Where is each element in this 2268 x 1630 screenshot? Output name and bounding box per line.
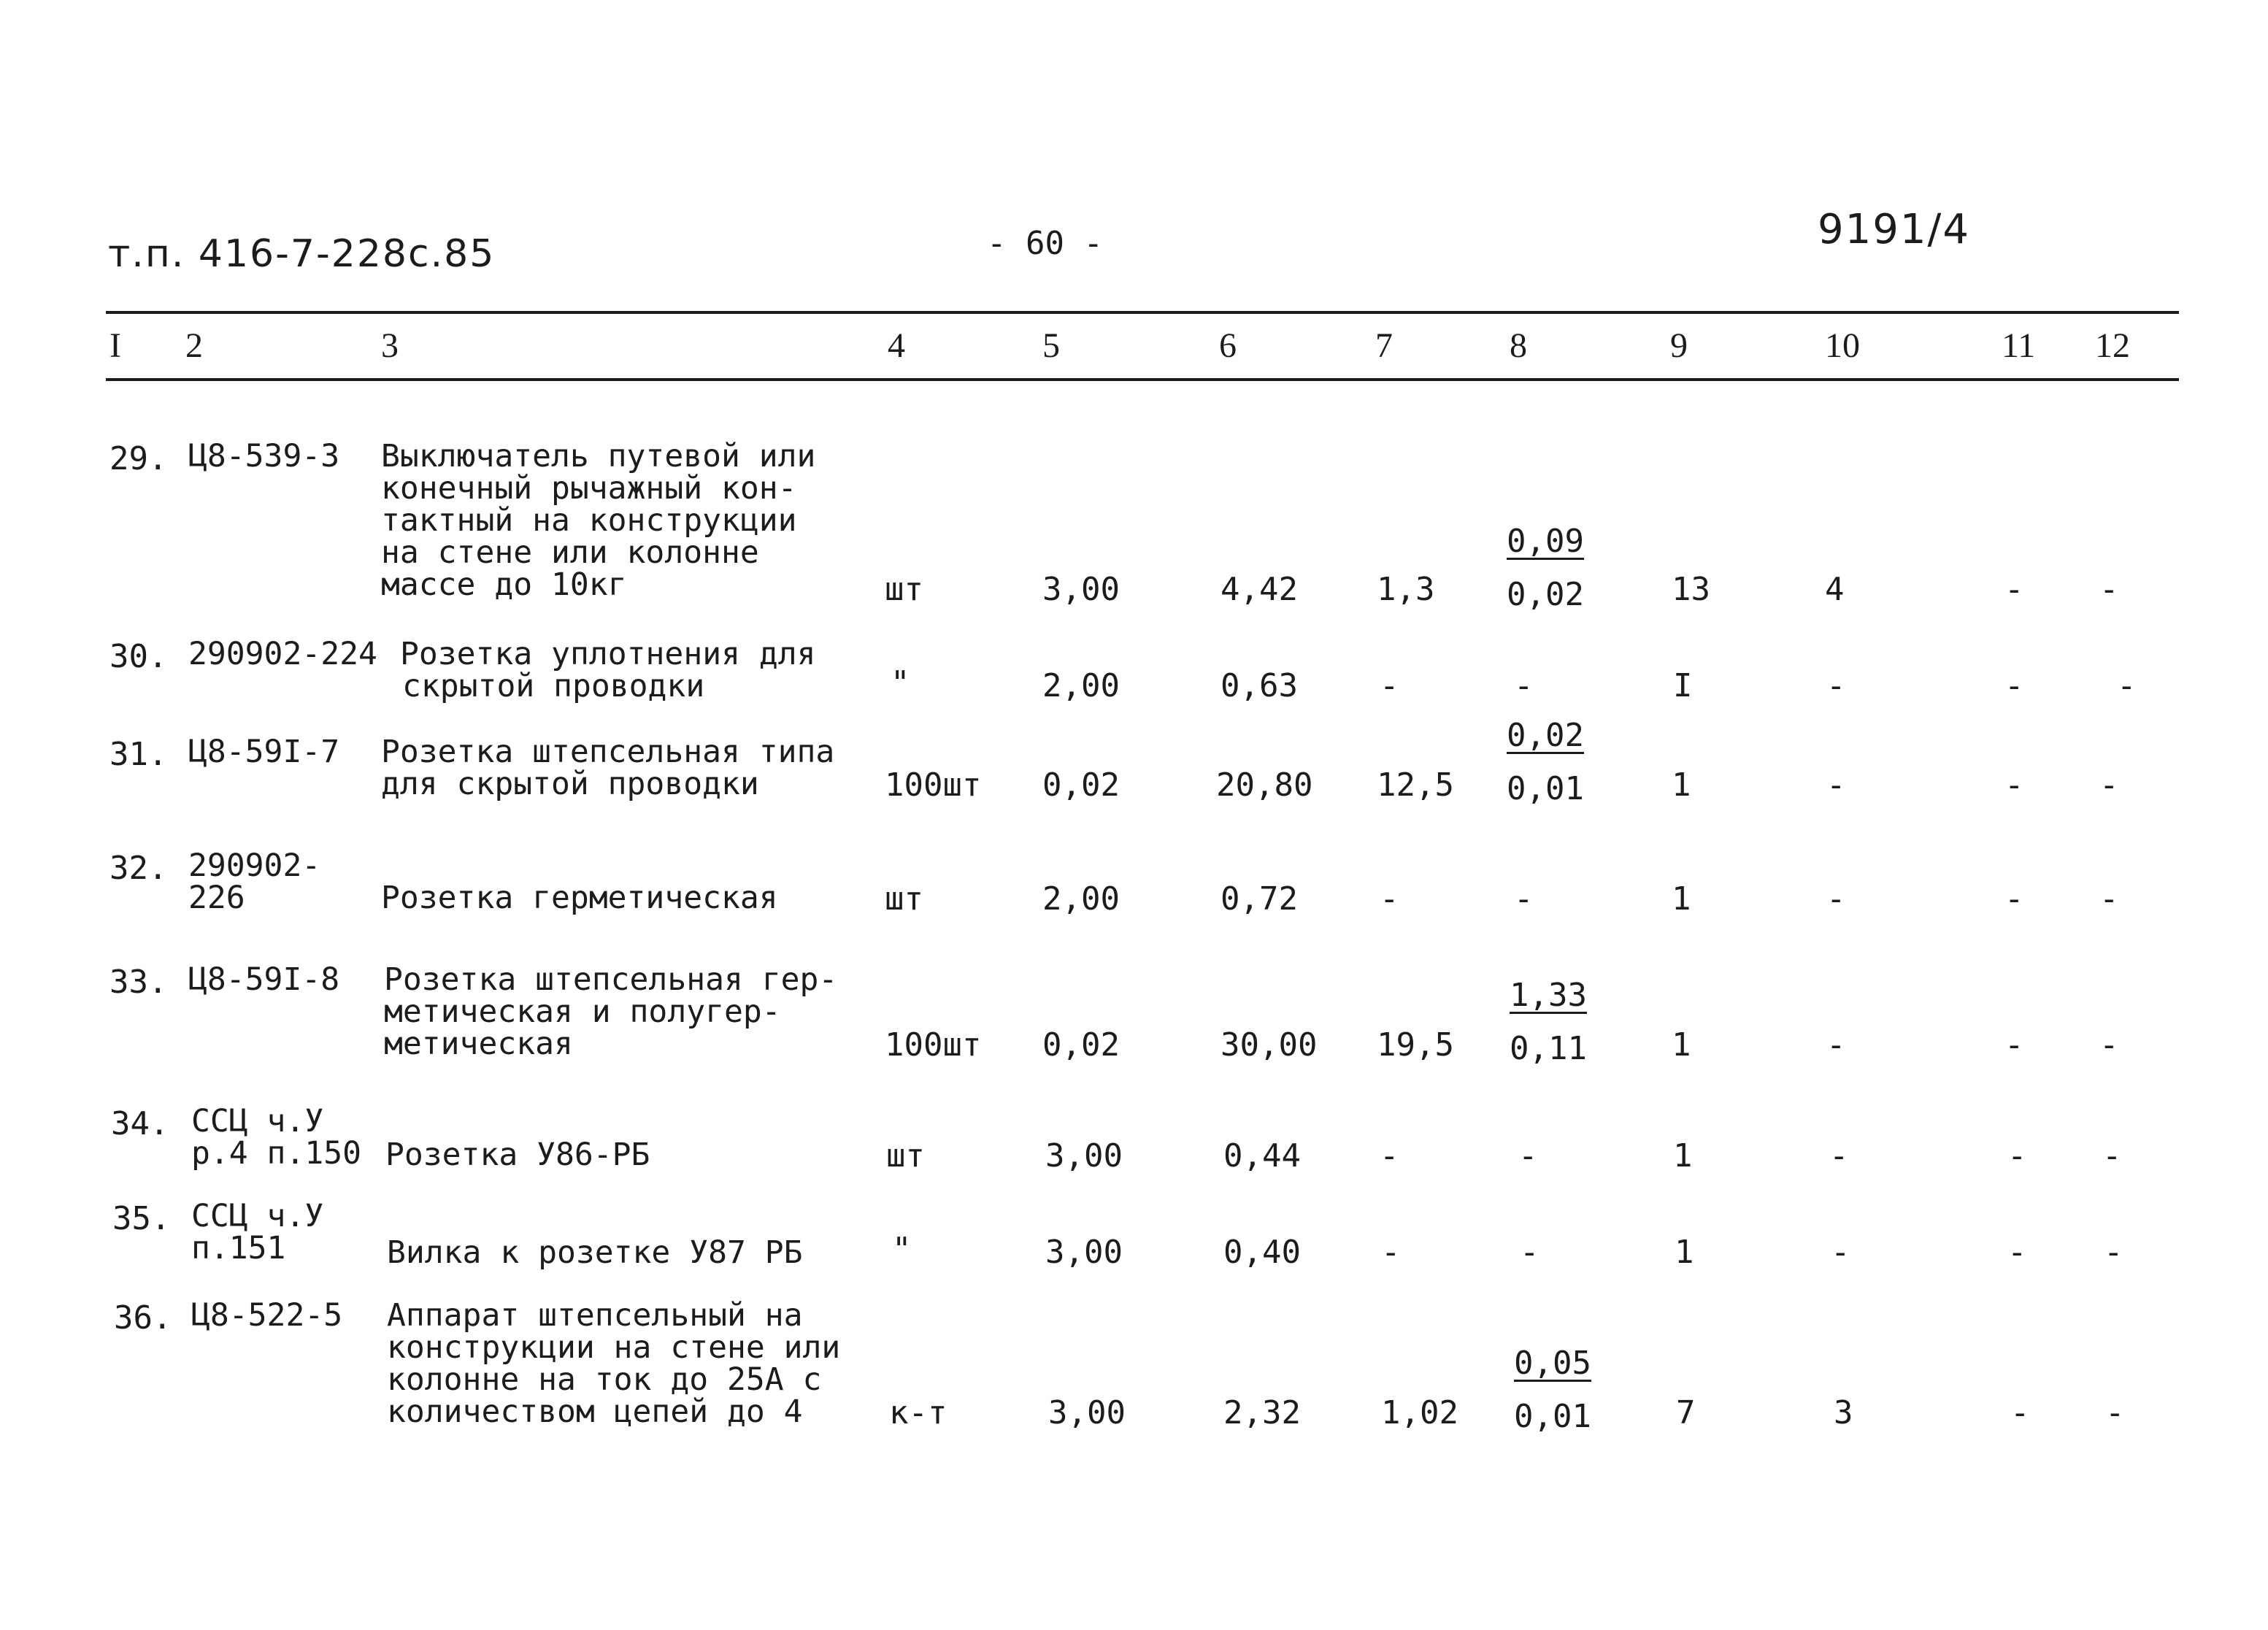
name-line: конечный рычажный кон-: [381, 470, 797, 507]
col8-numerator: 0,02: [1507, 717, 1584, 754]
col8-value: 0,02: [1507, 576, 1584, 613]
row-col8: [1514, 1345, 1591, 1435]
row-name: [381, 882, 778, 914]
name-line: Аппарат штепсельный на: [387, 1297, 803, 1334]
name-line: метическая: [384, 1026, 573, 1062]
row-col5: 2,00: [1042, 667, 1120, 704]
code-line: Ц8-59I-8: [188, 961, 340, 998]
col8-numerator: 0,05: [1514, 1345, 1591, 1382]
row-col11: -: [2007, 1137, 2027, 1175]
row-col9: 13: [1672, 571, 1710, 608]
row-unit: 100шт: [885, 1026, 982, 1064]
row-col6: 0,72: [1221, 880, 1298, 918]
row-col11: -: [2004, 667, 2024, 704]
code-line: 226: [188, 880, 245, 916]
col-header-8: 8: [1510, 326, 1527, 365]
code-line: 290902-: [188, 847, 321, 884]
row-code: [188, 440, 339, 472]
col-header-10: 10: [1825, 326, 1860, 365]
name-line: Выключатель путевой или: [381, 438, 816, 474]
row-col12: -: [2104, 1234, 2123, 1271]
row-col5: 2,00: [1042, 880, 1120, 918]
row-unit: 100шт: [885, 766, 982, 804]
row-name: [387, 1299, 840, 1428]
row-number: 34.: [111, 1105, 169, 1142]
row-col7: -: [1380, 667, 1399, 704]
name-line: для скрытой проводки: [381, 766, 759, 802]
col-header-5: 5: [1042, 326, 1060, 365]
row-col8: -: [1514, 667, 1534, 704]
row-number: 33.: [109, 964, 168, 1001]
row-unit: ": [891, 664, 910, 701]
row-col11: -: [2004, 880, 2024, 918]
col-header-2: 2: [185, 326, 203, 365]
code-line: ССЦ ч.У: [191, 1103, 324, 1139]
row-col6: 20,80: [1216, 766, 1313, 804]
row-name: [384, 961, 838, 1062]
row-code: [188, 638, 377, 670]
row-col11: -: [2004, 766, 2024, 804]
code-line: Ц8-522-5: [191, 1297, 343, 1334]
row-code: [188, 847, 321, 916]
col-header-4: 4: [888, 326, 905, 365]
name-line: колонне на ток до 25А с: [387, 1361, 822, 1398]
name-line: массе до 10кг: [381, 566, 627, 603]
row-unit: шт: [886, 1137, 925, 1175]
row-col10: 4: [1825, 571, 1845, 608]
col8-numerator: 1,33: [1510, 977, 1587, 1014]
row-col11: -: [2007, 1234, 2027, 1271]
row-col7: 12,5: [1377, 766, 1454, 804]
name-line: скрытой проводки: [402, 668, 705, 704]
name-line: метическая и полугер-: [384, 993, 781, 1030]
col-header-7: 7: [1375, 326, 1393, 365]
row-code: [191, 1200, 323, 1264]
row-col8: [1510, 977, 1587, 1067]
row-col5: 3,00: [1042, 571, 1120, 608]
row-unit: ": [892, 1231, 912, 1268]
row-col6: 4,42: [1221, 571, 1298, 608]
col8-value: 0,01: [1507, 770, 1584, 807]
row-unit: к-т: [889, 1394, 947, 1431]
row-name: [381, 440, 815, 601]
table-header-rule: [106, 378, 2179, 381]
row-col12: -: [2099, 1026, 2119, 1064]
row-col5: 3,00: [1048, 1394, 1126, 1431]
row-col8: -: [1514, 880, 1534, 918]
row-col7: 1,02: [1381, 1394, 1458, 1431]
row-col6: 0,40: [1223, 1234, 1301, 1271]
row-col6: 0,63: [1221, 667, 1298, 704]
row-col11: -: [2004, 1026, 2024, 1064]
row-col10: -: [1831, 1234, 1850, 1271]
row-col8: [1507, 717, 1584, 807]
row-col5: 0,02: [1042, 766, 1120, 804]
name-line: тактный на конструкции: [381, 502, 797, 539]
row-number: 31.: [109, 736, 168, 773]
col-header-12: 12: [2095, 326, 2130, 365]
name-line: конструкции на стене или: [387, 1329, 841, 1366]
name-line: Розетка герметическая: [381, 880, 778, 916]
row-col10: -: [1826, 880, 1846, 918]
row-code: [188, 961, 340, 998]
row-col10: -: [1826, 766, 1846, 804]
row-col6: 0,44: [1223, 1137, 1301, 1175]
row-col5: 0,02: [1042, 1026, 1120, 1064]
row-col12: -: [2102, 1137, 2122, 1175]
row-col6: 30,00: [1221, 1026, 1318, 1064]
row-name: [385, 1139, 650, 1171]
row-col9: I: [1673, 667, 1693, 704]
row-col10: -: [1826, 667, 1846, 704]
col-header-6: 6: [1219, 326, 1237, 365]
col8-value: 0,01: [1514, 1398, 1591, 1435]
row-col11: -: [2010, 1394, 2030, 1431]
row-unit: шт: [885, 880, 923, 918]
row-col12: -: [2099, 571, 2119, 608]
name-line: количеством цепей до 4: [387, 1393, 803, 1430]
row-col7: -: [1380, 1137, 1399, 1175]
row-number: 35.: [112, 1200, 171, 1237]
name-line: Розетка штепсельная типа: [381, 734, 835, 770]
row-col10: 3: [1834, 1394, 1853, 1431]
row-col9: 1: [1672, 1026, 1691, 1064]
code-line: ССЦ ч.У: [191, 1198, 324, 1234]
row-col9: 1: [1672, 766, 1691, 804]
row-col7: 1,3: [1377, 571, 1435, 608]
page-number: - 60 -: [987, 225, 1103, 262]
archive-stamp: 9191/4: [1818, 206, 1971, 253]
row-col6: 2,32: [1223, 1394, 1301, 1431]
row-col12: -: [2105, 1394, 2125, 1431]
row-code: [191, 1297, 343, 1334]
row-col12: -: [2099, 766, 2119, 804]
row-col9: 7: [1676, 1394, 1696, 1431]
row-col8: -: [1520, 1234, 1539, 1271]
row-col10: -: [1829, 1137, 1849, 1175]
col-header-1: I: [109, 326, 121, 365]
col8-numerator: 0,09: [1507, 523, 1584, 560]
col-header-9: 9: [1670, 326, 1688, 365]
col-header-3: 3: [381, 326, 399, 365]
name-line: на стене или колонне: [381, 534, 759, 571]
row-name: [400, 638, 816, 702]
row-number: 32.: [109, 850, 168, 887]
code-line: Ц8-59I-7: [188, 734, 340, 770]
row-col5: 3,00: [1045, 1137, 1123, 1175]
row-col9: 1: [1673, 1137, 1693, 1175]
row-col7: 19,5: [1377, 1026, 1454, 1064]
name-line: Розетка уплотнения для: [400, 636, 816, 672]
row-col11: -: [2004, 571, 2024, 608]
code-line: п.151: [191, 1230, 286, 1266]
row-col10: -: [1826, 1026, 1846, 1064]
code-line: р.4 п.150: [191, 1135, 361, 1172]
row-number: 36.: [114, 1299, 172, 1337]
row-code: [191, 1103, 361, 1172]
row-col8: [1507, 523, 1584, 613]
row-col7: -: [1381, 1234, 1401, 1271]
row-col8: -: [1518, 1137, 1538, 1175]
name-line: Розетка штепсельная гер-: [384, 961, 838, 998]
code-line: 290902-224: [188, 636, 377, 672]
col-header-11: 11: [2002, 326, 2036, 365]
row-number: 29.: [109, 440, 168, 477]
row-col12: -: [2099, 880, 2119, 918]
name-line: Розетка У86-РБ: [385, 1137, 650, 1173]
name-line: Вилка к розетке У87 РБ: [387, 1234, 803, 1271]
row-name: [381, 736, 834, 800]
row-col9: 1: [1675, 1234, 1694, 1271]
table-top-rule: [106, 311, 2179, 314]
row-name: [387, 1234, 803, 1271]
row-col7: -: [1380, 880, 1399, 918]
row-unit: шт: [885, 571, 923, 608]
row-number: 30.: [109, 638, 168, 675]
row-code: [188, 736, 339, 768]
row-col5: 3,00: [1045, 1234, 1123, 1271]
col8-value: 0,11: [1510, 1030, 1587, 1067]
row-col9: 1: [1672, 880, 1691, 918]
document-code: т.п. 416-7-228с.85: [108, 232, 496, 276]
row-col12: -: [2117, 667, 2137, 704]
code-line: Ц8-539-3: [188, 438, 340, 474]
